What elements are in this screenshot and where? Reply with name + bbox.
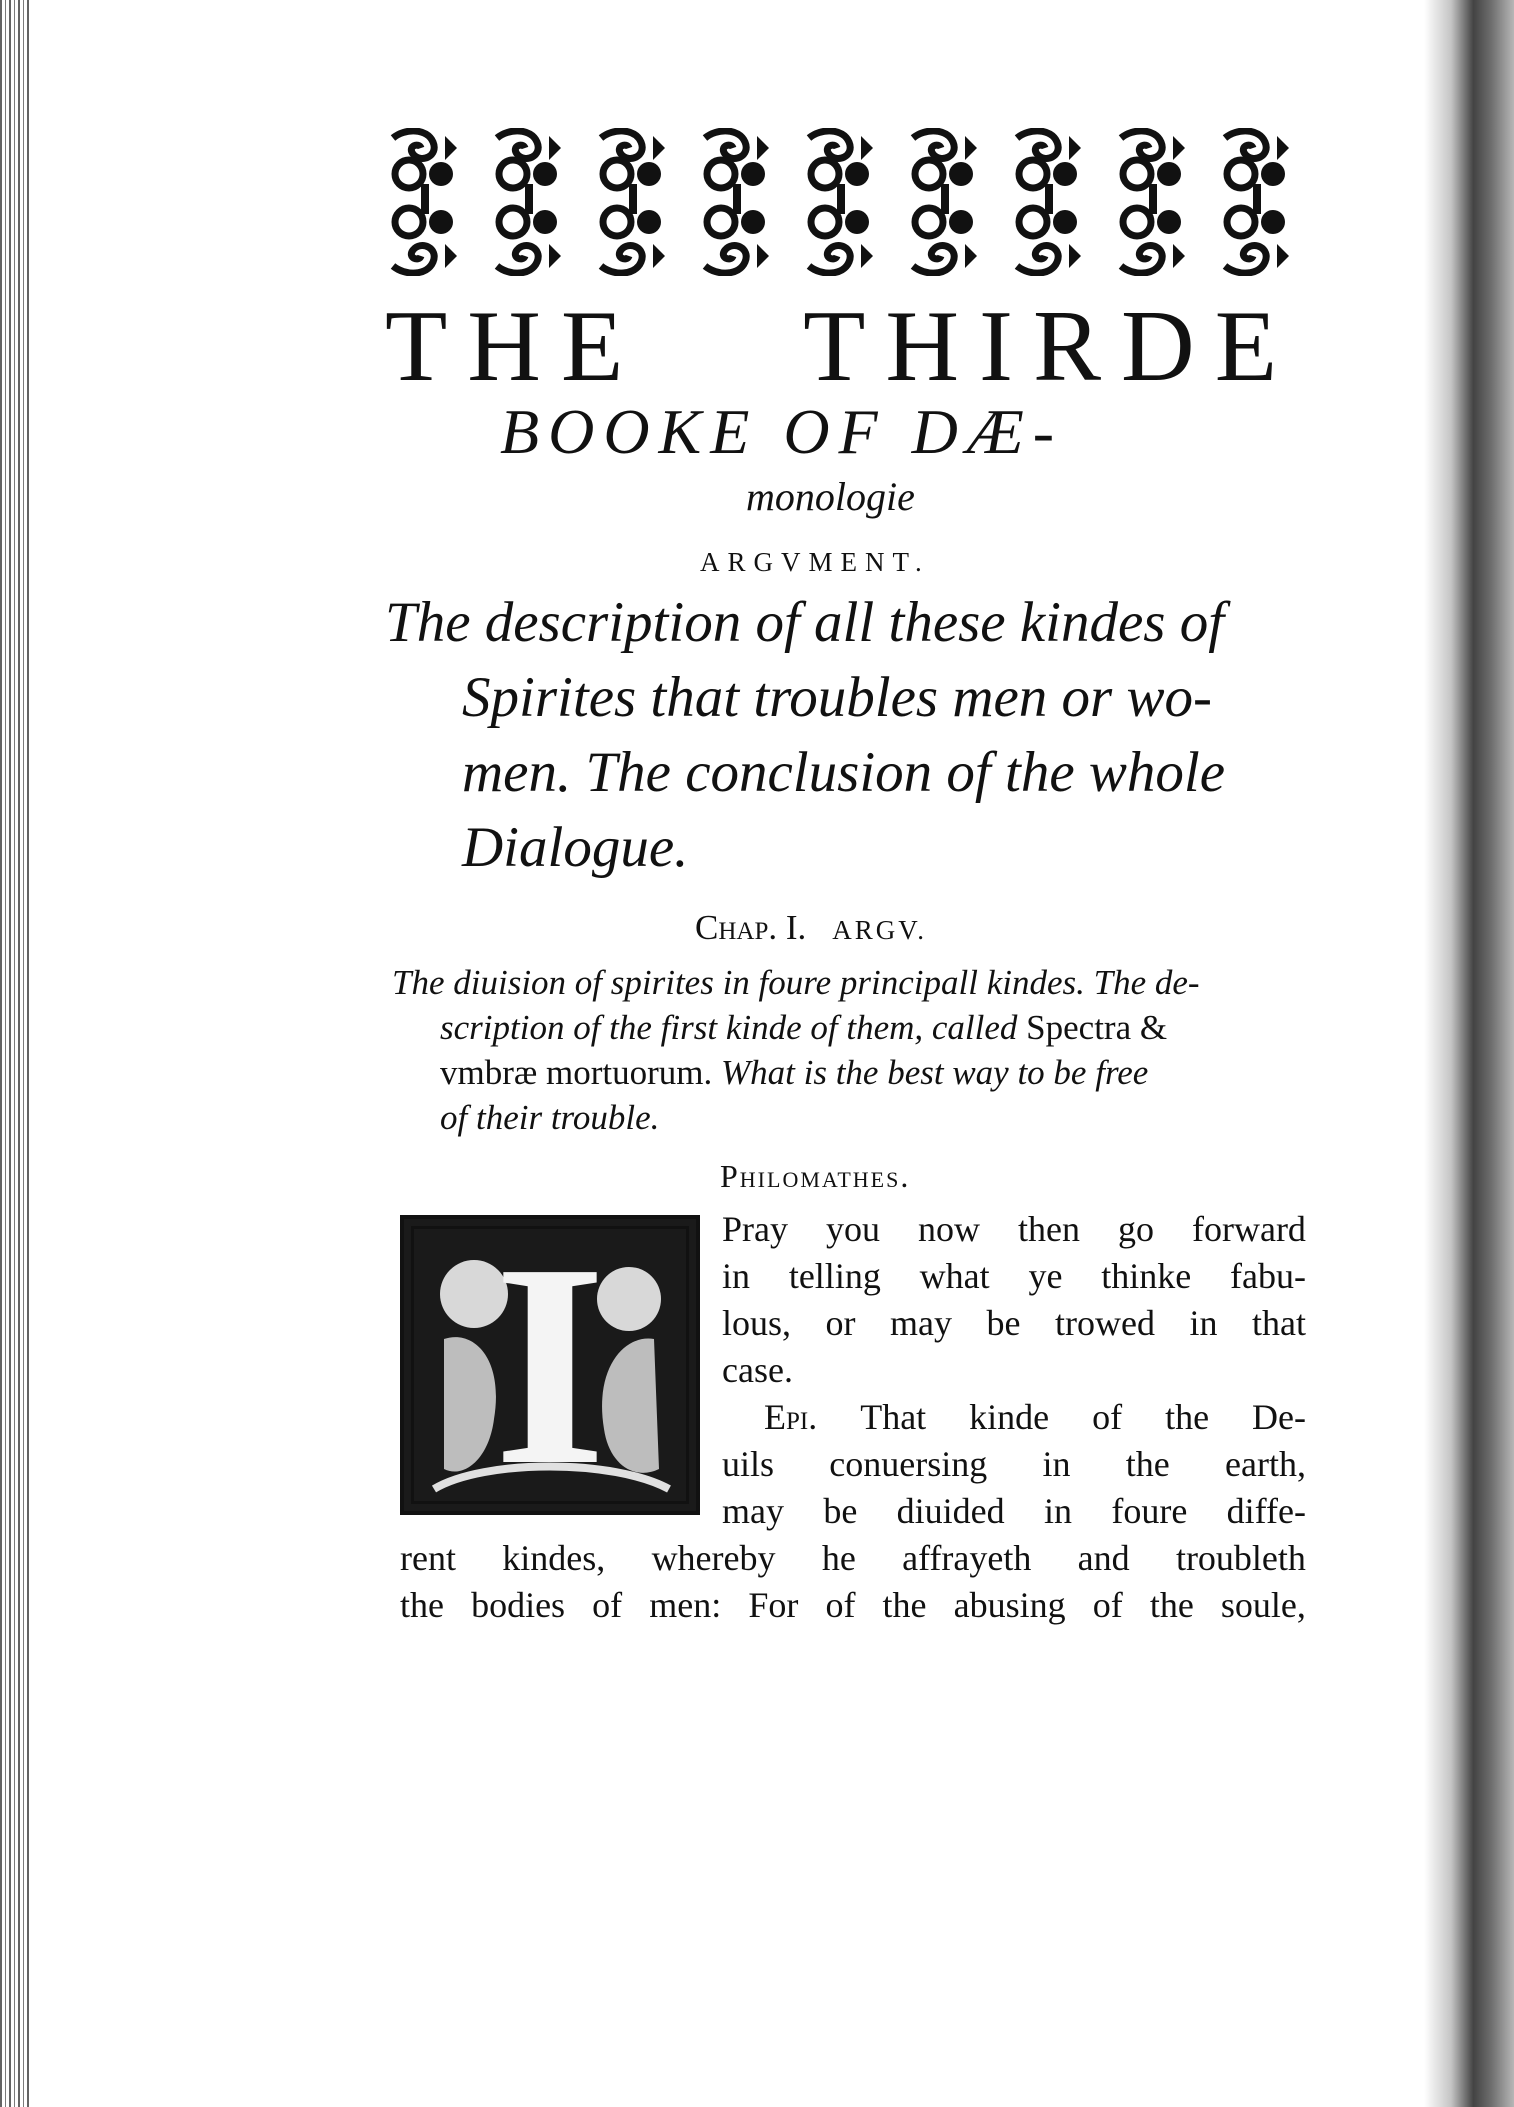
word: kindes, [502, 1538, 606, 1578]
word: or [825, 1303, 856, 1343]
word: diuided [896, 1491, 1005, 1531]
word: kinde [969, 1397, 1050, 1437]
chapter-summary-line: The diuision of spirites in foure principall kindes. The de- [392, 963, 1200, 1002]
word: conuersing [829, 1444, 988, 1484]
chapter-argv: ARGV. [832, 915, 928, 945]
body-text-line [400, 1584, 1306, 1626]
word: affrayeth [902, 1538, 1032, 1578]
word: thinke [1101, 1256, 1192, 1296]
word: That [860, 1397, 927, 1437]
word: the [1125, 1444, 1170, 1484]
ornament-repeat [1225, 131, 1289, 273]
chapter-heading [695, 908, 927, 948]
summary-italic-text: scription of the first kinde of them, called [440, 1008, 1018, 1047]
word: ye [1028, 1256, 1063, 1296]
word: diffe- [1226, 1491, 1306, 1531]
word: soule, [1220, 1585, 1306, 1625]
chapter-summary-line [440, 1053, 1148, 1093]
word: that [1251, 1303, 1306, 1343]
summary-roman-text: Spectra & [1026, 1008, 1168, 1047]
ornament-repeat [497, 131, 561, 273]
word: go [1117, 1209, 1154, 1249]
body-text-line [400, 1537, 1306, 1579]
argument-heading: ARGVMENT. [700, 547, 930, 577]
argument-line: The description of all these kindes of [385, 591, 1225, 654]
word: be [823, 1491, 858, 1531]
book-title-continuation: monologie [746, 474, 915, 519]
speaker-name: Philomathes. [720, 1158, 911, 1194]
body-text-line [722, 1443, 1306, 1485]
word: abusing [953, 1585, 1066, 1625]
ornament-repeat [705, 131, 769, 273]
word: troubleth [1175, 1538, 1306, 1578]
summary-roman-text: vmbræ mortuorum. [440, 1053, 713, 1092]
word: earth, [1225, 1444, 1306, 1484]
word: may [890, 1303, 952, 1343]
historiated-drop-cap [400, 1215, 700, 1515]
chapter-label: Chap. I. [695, 908, 807, 947]
argument-line: men. The conclusion of the whole [462, 741, 1226, 804]
ornament-repeat [393, 131, 457, 273]
ornament-repeat [1121, 131, 1185, 273]
word: then [1018, 1209, 1080, 1249]
body-text-line [722, 1302, 1306, 1344]
word: De- [1252, 1397, 1306, 1437]
word: the [1165, 1397, 1210, 1437]
word: case. [722, 1350, 793, 1390]
word: Pray [722, 1209, 788, 1249]
decorative-headpiece-ornament [385, 128, 1297, 276]
title-word: THIRDE [803, 290, 1297, 403]
word: of [825, 1585, 856, 1625]
title-word: THE [385, 290, 644, 403]
body-text-line [722, 1349, 793, 1391]
word: of [1092, 1397, 1123, 1437]
body-text-line [722, 1490, 1306, 1532]
word: in [1042, 1444, 1071, 1484]
drop-cap-letter: I [493, 1215, 607, 1515]
ornament-repeat [809, 131, 873, 273]
argument-line: Dialogue. [462, 816, 689, 879]
word: rent [400, 1538, 456, 1578]
word: you [826, 1209, 880, 1249]
summary-italic-text: What is the best way to be free [720, 1053, 1149, 1092]
word: men: [649, 1585, 722, 1625]
book-title-main [385, 288, 1297, 405]
argument-line: Spirites that troubles men or wo- [462, 666, 1212, 729]
word: now [918, 1209, 980, 1249]
word: in [722, 1256, 751, 1296]
word: and [1077, 1538, 1130, 1578]
word: foure [1111, 1491, 1188, 1531]
body-text-line [722, 1208, 1306, 1250]
book-title-subtitle: BOOKE OF DÆ- [500, 396, 1064, 467]
chapter-summary-line: of their trouble. [440, 1098, 660, 1137]
word: he [821, 1538, 856, 1578]
word: what [919, 1256, 990, 1296]
word: uils [722, 1444, 775, 1484]
word: whereby [651, 1538, 776, 1578]
word: be [986, 1303, 1021, 1343]
word: bodies [471, 1585, 566, 1625]
chapter-summary-line [440, 1008, 1167, 1048]
speaker-abbrev: Epi. [764, 1397, 818, 1437]
word: may [722, 1491, 784, 1531]
word: telling [788, 1256, 881, 1296]
body-text-line [722, 1255, 1306, 1297]
word: the [400, 1585, 444, 1625]
word: trowed [1054, 1303, 1155, 1343]
word: For [748, 1585, 799, 1625]
ornament-repeat [913, 131, 977, 273]
ornament-repeat [1017, 131, 1081, 273]
word: of [592, 1585, 623, 1625]
word: the [882, 1585, 927, 1625]
word: of [1092, 1585, 1123, 1625]
scanned-page-edge-left [0, 0, 30, 2107]
body-text-line [764, 1396, 1306, 1438]
word: forward [1191, 1209, 1306, 1249]
word: fabu- [1230, 1256, 1306, 1296]
scanned-page-edge-right [1424, 0, 1514, 2107]
word: the [1149, 1585, 1194, 1625]
word: in [1189, 1303, 1218, 1343]
word: in [1043, 1491, 1072, 1531]
word: lous, [722, 1303, 792, 1343]
ornament-repeat [601, 131, 665, 273]
